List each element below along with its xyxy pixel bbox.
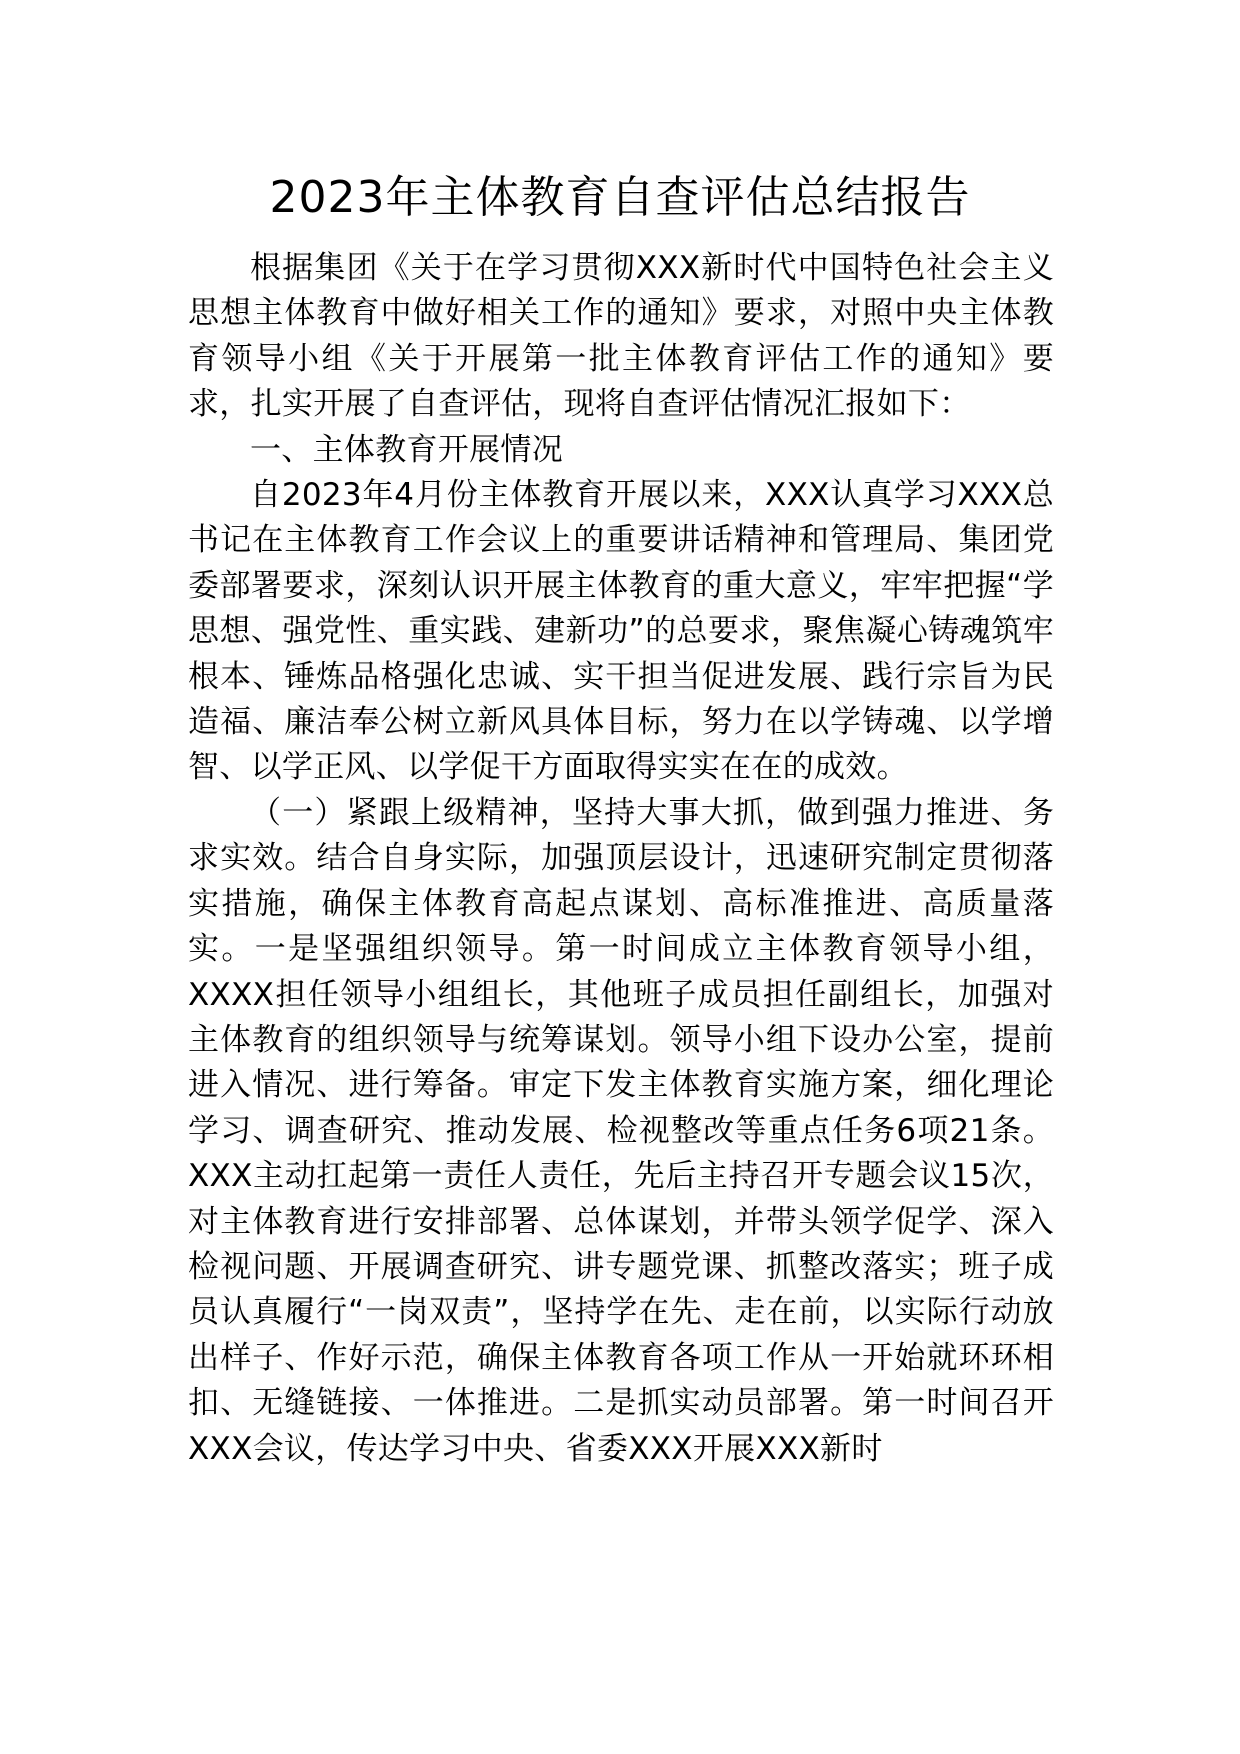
document-title: 2023年主体教育自查评估总结报告 [269, 172, 971, 223]
paragraph-subsection-1: （一）紧跟上级精神，坚持大事大抓，做到强力推进、务求实效。结合自身实际，加强顶层设计，迅速研究制定贯彻落实措施，确保主体教育高起点谋划、高标准推进、高质量落实。一是坚强组织领导。第一时间成立主体教育领导小组，XXXX担任领导小组组长，其他班子成员担任副组长，加强对主体教育的组织领导与统筹谋划。领导小组下设办公室，提前进入情况、进行筹备。审定下发主体教育实施方案，细化理论学习、调查研究、推动发展、检视整改等重点任务6项21条。XXX主动扛起第一责任人责任，先后主持召开专题会议15次，对主体教育进行安排部署、总体谋划，并带头领学促学、深入检视问题、开展调查研究、讲专题党课、抓整改落实；班子成员认真履行“一岗双责”，坚持学在先、走在前，以实际行动放出样子、作好示范，确保主体教育各项工作从一开始就环环相扣、无缝链接、一体推进。二是抓实动员部署。第一时间召开XXX会议，传达学习中央、省委XXX开展XXX新时 [188, 794, 1054, 1467]
document-body [188, 246, 1054, 1472]
paragraph-overview: 自2023年4月份主体教育开展以来，XXX认真学习XXX总书记在主体教育工作会议上的重要讲话精神和管理局、集团党委部署要求，深刻认识开展主体教育的重大意义，牢牢把握“学思想、强党性、重实践、建新功”的总要求，聚焦凝心铸魂筑牢根本、锤炼品格强化忠诚、实干担当促进发展、践行宗旨为民造福、廉洁奉公树立新风具体目标，努力在以学铸魂、以学增智、以学正风、以学促干方面取得实实在在的成效。 [188, 477, 1054, 786]
paragraph-intro: 根据集团《关于在学习贯彻XXX新时代中国特色社会主义思想主体教育中做好相关工作的通知》要求，对照中央主体教育领导小组《关于开展第一批主体教育评估工作的通知》要求，扎实开展了自查评估，现将自查评估情况汇报如下： [188, 250, 1054, 423]
section-heading: 一、主体教育开展情况 [250, 431, 563, 468]
